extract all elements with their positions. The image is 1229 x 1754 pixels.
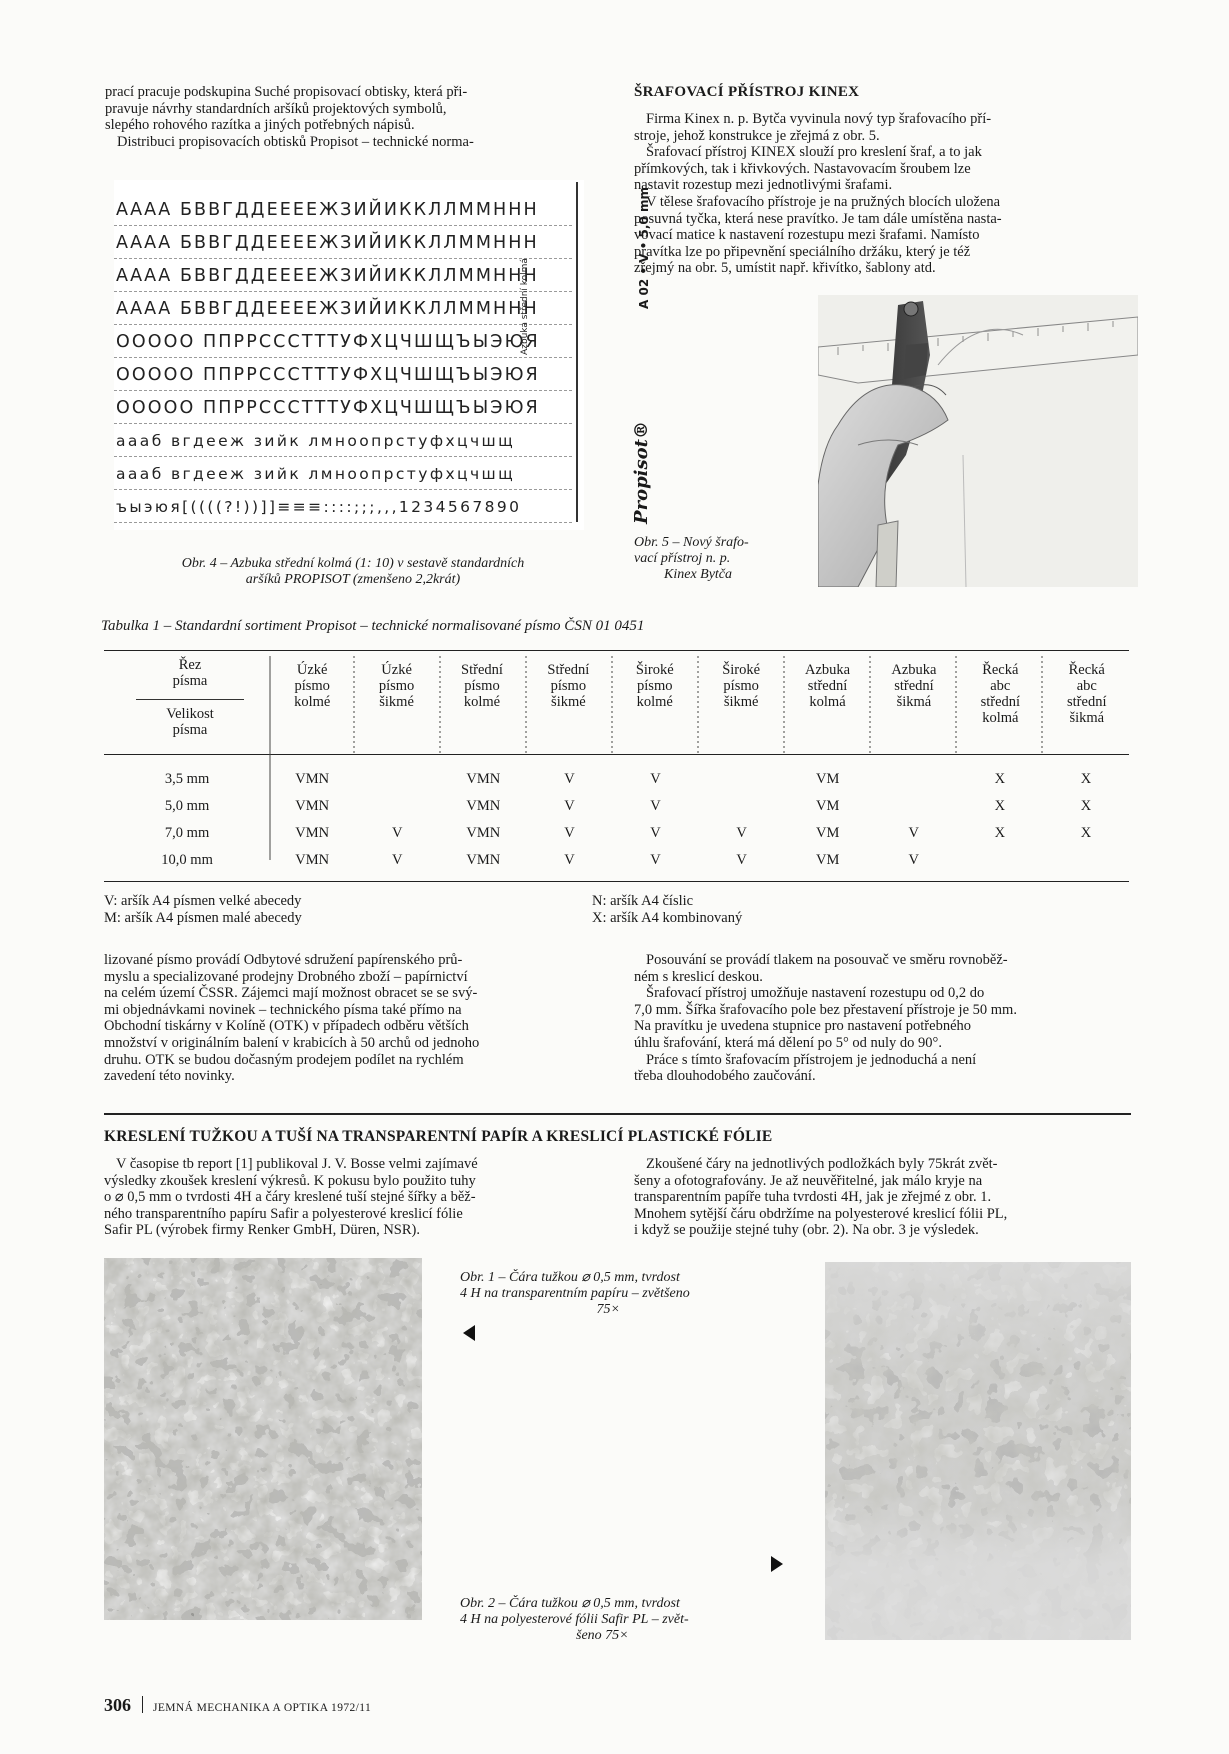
- text-line: Posouvání se provádí tlakem na posouvač ve směru rovnoběž-: [646, 952, 1008, 968]
- col2-mid-text: [634, 952, 1131, 1085]
- table-cell: V: [392, 825, 403, 841]
- text-line: zřejmý na obr. 5, umístit např. křivítko, šablony atd.: [634, 260, 936, 277]
- text-line: Šrafovací přístroj KINEX slouží pro kreslení šraf, a to jak: [646, 144, 982, 161]
- text-line: přímkových, tak i křivkových. Nastavovacím šroubem lze: [634, 160, 971, 177]
- kinex-heading: ŠRAFOVACÍ PŘÍSTROJ KINEX: [634, 84, 860, 100]
- guide-line: [114, 324, 572, 325]
- table-cell: V: [650, 825, 661, 841]
- kinex-photo: [818, 295, 1138, 587]
- text-line: V časopise tb report [1] publikoval J. V. Bosse velmi zajímavé: [116, 1156, 478, 1172]
- table-cell: V: [564, 825, 575, 841]
- header-cell: Azbuka střední šikmá: [891, 662, 937, 710]
- table-cell: V: [650, 771, 661, 787]
- specimen-row: аааб вгдееж зийк лмноопрстуфхцчшщ: [116, 465, 516, 483]
- text-line: V tělese šrafovacího přístroje je na pružných blocích uložena: [646, 193, 1001, 210]
- caption-line: 4 H na polyesterové fólii Safir PL – zvět-: [460, 1612, 689, 1627]
- kinex-text: [634, 111, 1131, 277]
- corner-label: písma: [172, 722, 208, 738]
- table-cell: VM: [815, 798, 840, 814]
- propisot-specimen-sheet: [114, 180, 584, 530]
- text-line: Na pravítku je uvedena stupnice pro nastavení potřebného: [634, 1018, 972, 1035]
- guide-line: [114, 423, 572, 424]
- right-pointer-icon: [771, 1556, 783, 1572]
- text-line: Distribuci propisovacích obtisků Propisot – technické norma-: [117, 133, 474, 150]
- table-cell: X: [1080, 825, 1092, 841]
- table-cell: [871, 793, 957, 820]
- table-cell: V: [564, 798, 575, 814]
- table-cell: [957, 847, 1043, 874]
- text-line: lizované písmo provádí Odbytové sdružení papírenského prů-: [104, 952, 463, 968]
- text-line: ném s kreslicí deskou.: [634, 968, 763, 985]
- header-cell: Úzké písmo šikmé: [378, 662, 415, 710]
- table-cell: X: [994, 771, 1006, 787]
- table-cell: V: [908, 852, 919, 868]
- text-line: stroje, jehož konstrukce je zřejmá z obr. 5.: [634, 127, 880, 144]
- text-line: mi objednávkami novinek – technického písma také přímo na: [104, 1001, 462, 1018]
- film-line-texture: [825, 1262, 1131, 1640]
- table-cell: V: [650, 852, 661, 868]
- fig2-caption: [460, 1596, 820, 1644]
- guide-line: [114, 357, 572, 358]
- legend-item: X: aršík A4 kombinovaný: [592, 909, 743, 926]
- table-cell: V: [564, 771, 575, 787]
- text-line: nastavit rozestup mezi jednotlivými šrafami.: [634, 177, 893, 194]
- table-row: [104, 820, 1129, 847]
- specimen-row: АААА БВВГДДЕЕЕЕЖЗИЙИККЛЛММННН: [116, 233, 539, 253]
- caption-line: Obr. 5 – Nový šrafo-: [634, 535, 749, 550]
- table-cell: X: [1080, 771, 1092, 787]
- caption-line: šeno 75×: [576, 1628, 629, 1643]
- text-line: posuvná tyčka, která nese pravítko. Je tam dále umístěna nasta-: [634, 210, 1002, 227]
- caption-line: vací přístroj n. p.: [634, 551, 731, 566]
- guide-line: [114, 456, 572, 457]
- text-line: Zkoušené čáry na jednotlivých podložkách byly 75krát zvět-: [646, 1156, 998, 1172]
- table-legend-left: [104, 893, 524, 926]
- guide-line: [114, 258, 572, 259]
- kinex-hatcher-illustration: [818, 295, 1138, 587]
- table-cell: VMN: [466, 798, 501, 814]
- page-footer: [104, 1695, 371, 1716]
- table-cell: V: [650, 798, 661, 814]
- fig1-photo: [104, 1258, 422, 1620]
- table-cell: VMN: [295, 852, 330, 868]
- left-pointer-icon: [463, 1325, 475, 1341]
- table-cell: V: [564, 852, 575, 868]
- specimen-row: ООООО ППРРСССТТТУФХЦЧШЩЪЫЭЮЯ: [116, 332, 540, 352]
- header-cell: Řecká abc střední kolmá: [980, 662, 1021, 726]
- caption-line: 4 H na transparentním papíru – zvětšeno: [460, 1286, 690, 1301]
- caption-line: Obr. 1 – Čára tužkou ⌀ 0,5 mm, tvrdost: [460, 1270, 680, 1285]
- guide-line: [114, 390, 572, 391]
- guide-line: [114, 522, 572, 523]
- table-cell: V: [392, 852, 403, 868]
- text-line: třeba dlouhodobého zaučování.: [634, 1068, 816, 1085]
- text-line: Mnohem sytější čáru obdržíme na polyesterové kreslicí fólii PL,: [634, 1205, 1008, 1222]
- table-cell: V: [736, 852, 747, 868]
- header-cell: Řecká abc střední šikmá: [1067, 662, 1107, 726]
- text-line: Firma Kinex n. p. Bytča vyvinula nový typ šrafovacího pří-: [646, 111, 992, 127]
- article2-heading: KRESLENÍ TUŽKOU A TUŠÍ NA TRANSPARENTNÍ PAPÍR A KRESLICÍ PLASTICKÉ FÓLIE: [104, 1128, 773, 1145]
- size-cell: 5,0 mm: [164, 798, 210, 814]
- table-cell: VM: [815, 825, 840, 841]
- text-line: zavedení této novinky.: [104, 1068, 235, 1085]
- fig2-photo: [825, 1262, 1131, 1640]
- header-cell: Široké písmo šikmé: [722, 662, 761, 710]
- table-bottom-rule: [104, 881, 1129, 882]
- text-line: Šrafovací přístroj umožňuje nastavení rozestupu od 0,2 do: [646, 985, 985, 1002]
- footer-separator: [142, 1696, 143, 1713]
- table-cell: [1043, 847, 1129, 874]
- corner-label: Řez: [178, 657, 202, 673]
- table-cell: VMN: [466, 852, 501, 868]
- size-cell: 3,5 mm: [164, 771, 210, 787]
- table-cell: VMN: [295, 798, 330, 814]
- specimen-row: АААА БВВГДДЕЕЕЕЖЗИЙИККЛЛММННН: [116, 200, 539, 220]
- text-line: Práce s tímto šrafovacím přístrojem je jednoduchá a není: [646, 1051, 977, 1068]
- article2-col2: [634, 1156, 1131, 1239]
- sheet-side-label: Azbuka střední kolmá: [520, 258, 530, 355]
- caption-line: Obr. 4 – Azbuka střední kolmá (1: 10) v sestavě standardních: [181, 556, 525, 571]
- text-line: slepého rohového razítka a jiných potřebných nápisů.: [105, 117, 415, 134]
- table-cell: V: [908, 825, 919, 841]
- caption-line: Kinex Bytča: [664, 567, 733, 582]
- legend-item: V: aršík A4 písmen velké abecedy: [104, 893, 302, 909]
- caption-line: aršíků PROPISOT (zmenšeno 2,2krát): [245, 572, 461, 587]
- propisot-logo: Propisot®: [630, 421, 652, 524]
- table-cell: [354, 766, 440, 793]
- corner-label: Velikost: [166, 706, 214, 722]
- table-cell: [699, 793, 785, 820]
- table-cell: VMN: [295, 771, 330, 787]
- specimen-row: АААА БВВГДДЕЕЕЕЖЗИЙИККЛЛММННН: [116, 266, 539, 286]
- text-line: šeny a ofotografovány. Je až neuvěřitelné, jak málo kryje na: [634, 1172, 983, 1189]
- journal-name: JEMNÁ MECHANIKA A OPTIKA 1972/11: [153, 1702, 372, 1714]
- table-row: [104, 847, 1129, 874]
- table-cell: V: [736, 825, 747, 841]
- table-row: [104, 766, 1129, 793]
- text-line: o ⌀ 0,5 mm o tvrdosti 4H a čáry kreslené tuší stejné šířky a běž-: [104, 1189, 476, 1206]
- fig1-caption: [460, 1270, 800, 1318]
- legend-item: N: aršík A4 číslic: [592, 893, 694, 909]
- table-legend-right: [592, 893, 1012, 926]
- header-cell: Široké písmo kolmé: [635, 662, 674, 710]
- section-rule: [104, 1113, 1131, 1115]
- table-row: [104, 793, 1129, 820]
- specimen-row: ООООО ППРРСССТТТУФХЦЧШЩЪЫЭЮЯ: [116, 398, 540, 418]
- text-line: myslu a specializované prodejny Drobného zboží – papírnictví: [104, 968, 468, 985]
- table-cell: [871, 766, 957, 793]
- sheet-code-label: A 02 • V • 5,0 mm: [636, 187, 651, 309]
- guide-line: [114, 291, 572, 292]
- sortiment-table-body: [104, 766, 1129, 874]
- text-line: pravítka lze po připevnění speciálního držáku, který je též: [634, 243, 971, 260]
- table-cell: [354, 793, 440, 820]
- header-cell: Azbuka střední kolmá: [804, 662, 851, 710]
- text-line: ného transparentního papíru Safir a polyesterové kreslicí fólie: [104, 1205, 463, 1222]
- col1-top-text: [105, 84, 605, 150]
- size-cell: 7,0 mm: [164, 825, 210, 841]
- legend-item: M: aršík A4 písmen malé abecedy: [104, 909, 302, 926]
- table-cell: VMN: [466, 771, 501, 787]
- text-line: pravuje návrhy standardních aršíků projektových symbolů,: [105, 100, 447, 117]
- specimen-row: ъыэюя[((((?!))]]≡≡≡::::;;;‚‚‚1234567890: [116, 498, 522, 516]
- table-cell: VMN: [295, 825, 330, 841]
- text-line: množství v originálním balení v krabicích à 50 archů od jednoho: [104, 1034, 480, 1051]
- fig5-caption: [634, 535, 814, 583]
- table-cell: X: [1080, 798, 1092, 814]
- text-line: Safir PL (výrobek firmy Renker GmbH, Düren, NSR).: [104, 1222, 420, 1239]
- specimen-row: аааб вгдееж зийк лмноопрстуфхцчшщ: [116, 432, 516, 450]
- header-cell: Střední písmo šikmé: [547, 662, 590, 710]
- pencil-line-texture: [104, 1258, 422, 1620]
- text-line: i když se použije stejné tuhy (obr. 2). Na obr. 3 je výsledek.: [634, 1222, 979, 1239]
- table-cell: X: [994, 825, 1006, 841]
- specimen-row: ООООО ППРРСССТТТУФХЦЧШЩЪЫЭЮЯ: [116, 365, 540, 385]
- page-number: 306: [104, 1695, 131, 1715]
- table-cell: X: [994, 798, 1006, 814]
- table-cell: VM: [815, 771, 840, 787]
- text-line: na celém území ČSSR. Zájemci mají možnost obracet se se svý-: [104, 985, 478, 1002]
- col1-mid-text: [104, 952, 606, 1085]
- guide-line: [114, 225, 572, 226]
- header-cell: Úzké písmo kolmé: [294, 662, 331, 710]
- caption-line: Obr. 2 – Čára tužkou ⌀ 0,5 mm, tvrdost: [460, 1596, 680, 1611]
- text-line: vovací matice k nastavení rozestupu mezi šrafami. Namísto: [634, 227, 980, 244]
- text-line: prací pracuje podskupina Suché propisovací obtisky, která při-: [105, 84, 468, 100]
- table-cell: [699, 766, 785, 793]
- text-line: výsledky zkoušek kreslení výkresů. K pokusu bylo použito tuhy: [104, 1172, 476, 1189]
- text-line: 7,0 mm. Šířka šrafovacího pole bez přestavení přístroje je 50 mm.: [634, 1001, 1017, 1018]
- corner-label: písma: [172, 673, 208, 689]
- fig4-caption: [98, 556, 608, 588]
- header-cell: Střední písmo kolmé: [461, 662, 503, 710]
- caption-line: 75×: [596, 1302, 620, 1317]
- text-line: transparentním papíře tuha tvrdosti 4H, jak je zřejmé z obr. 1.: [634, 1189, 992, 1206]
- text-line: Obchodní tiskárny v Kolíně (OTK) v případech odběru větších: [104, 1018, 469, 1035]
- text-line: úhlu šrafování, která má dělení po 5° od nuly do 90°.: [634, 1034, 942, 1051]
- table-cell: VM: [815, 852, 840, 868]
- size-cell: 10,0 mm: [161, 852, 213, 868]
- guide-line: [114, 489, 572, 490]
- sheet-edge-line: [576, 182, 578, 522]
- table-title: Tabulka 1 – Standardní sortiment Propisot – technické normalisované písmo ČSN 01 0451: [101, 618, 645, 634]
- table-cell: VMN: [466, 825, 501, 841]
- article2-col1: [104, 1156, 606, 1239]
- specimen-row: АААА БВВГДДЕЕЕЕЖЗИЙИККЛЛММННН: [116, 299, 539, 319]
- text-line: druhu. OTK se budou dočasným prodejem podílet na rychlém: [104, 1051, 464, 1068]
